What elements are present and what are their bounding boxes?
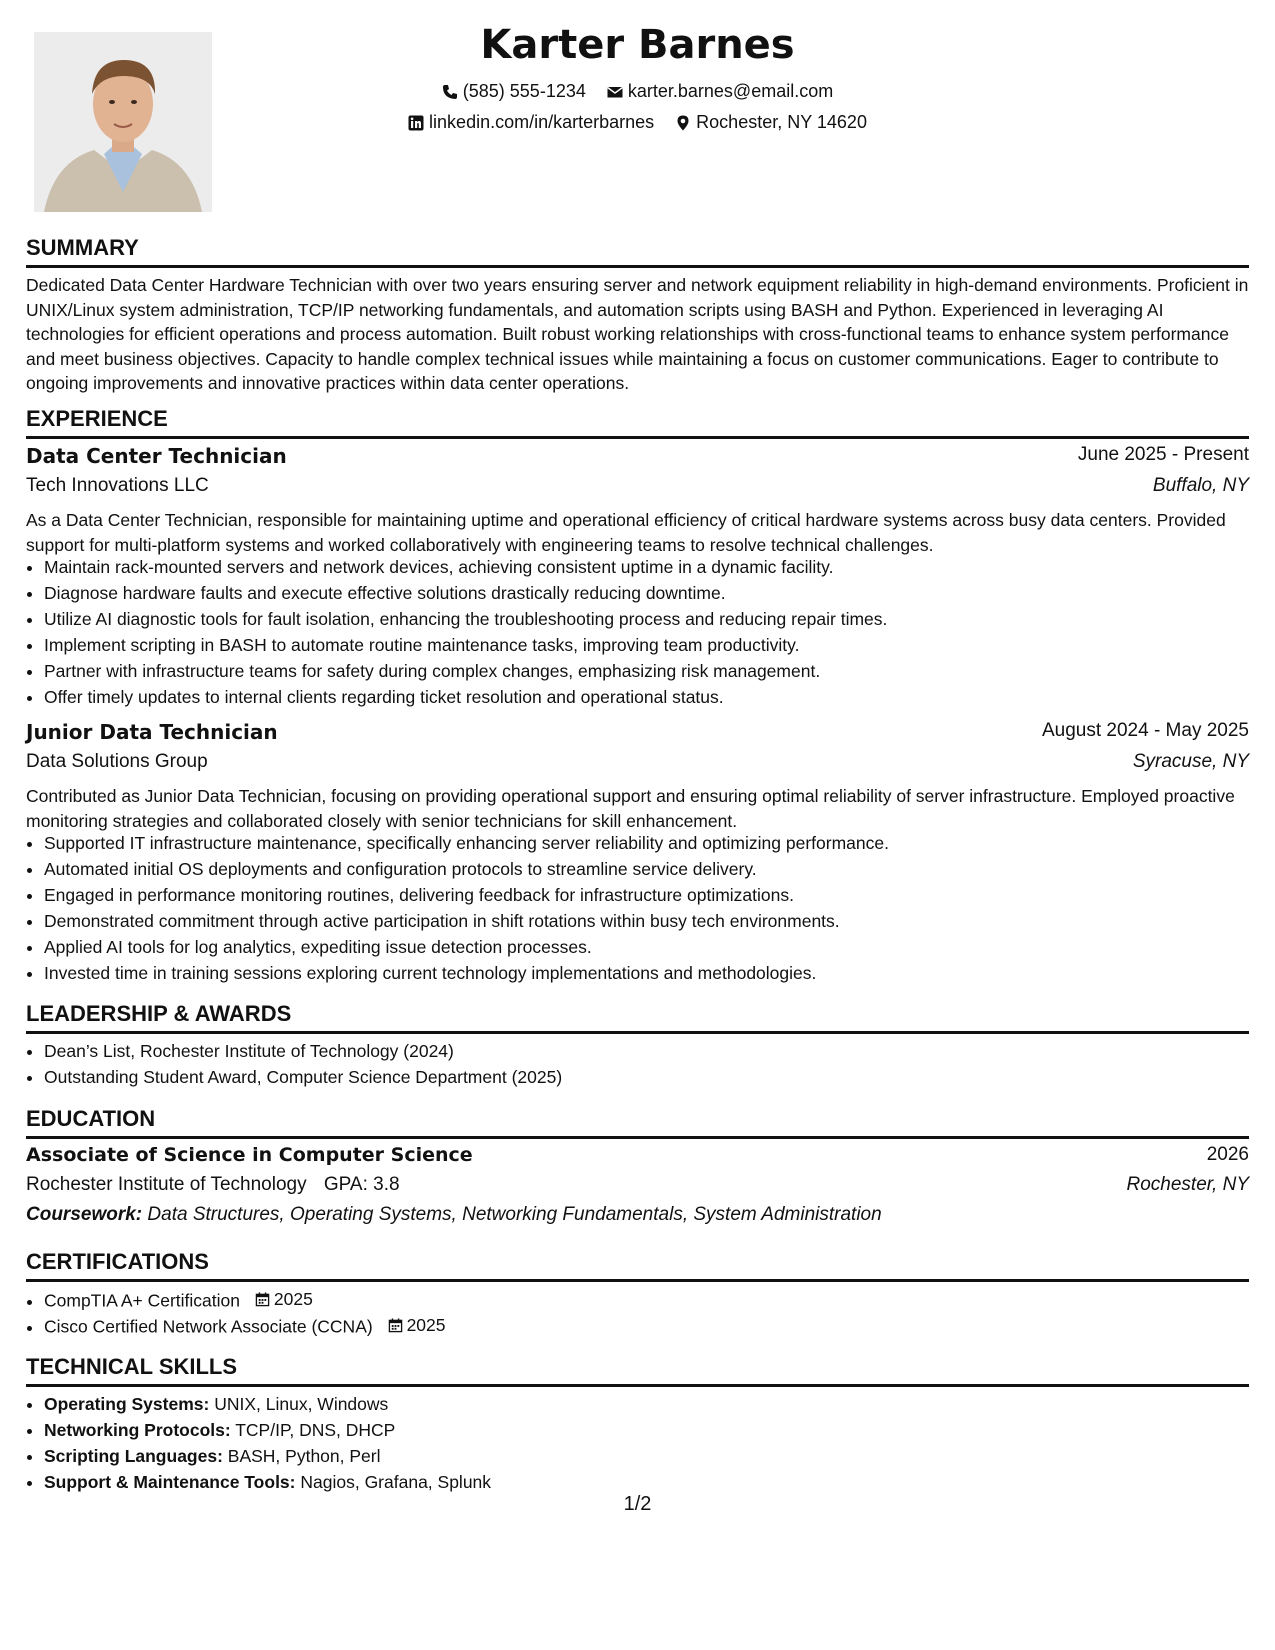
list-item: [44, 1391, 1267, 1417]
school-name: Rochester Institute of Technology: [26, 1174, 307, 1195]
job-2-bullets: [26, 830, 1267, 986]
graduation-year: 2026: [1206, 1144, 1249, 1165]
location-text: Rochester, NY 14620: [696, 112, 867, 132]
skills-heading: TECHNICAL SKILLS: [26, 1354, 1249, 1387]
job-2-company-row: [26, 751, 1249, 777]
gpa: GPA: 3.8: [323, 1174, 400, 1195]
email-text: karter.barnes@email.com: [627, 81, 834, 101]
job-dates: August 2024 - May 2025: [1041, 720, 1249, 741]
cert-year: 2025: [273, 1289, 313, 1309]
cert-year: 2025: [406, 1315, 446, 1335]
list-item: • Invested time in training sessions exploring current technology implementations and methodologies.: [44, 960, 1267, 986]
degree-title: Associate of Science in Computer Science: [26, 1144, 473, 1166]
cert-date: [255, 1286, 313, 1312]
calendar-icon: [255, 1292, 270, 1307]
coursework-line: [26, 1204, 882, 1226]
job-title: Junior Data Technician: [26, 720, 278, 744]
list-item: • Utilize AI diagnostic tools for fault isolation, enhancing the troubleshooting process and reducing repair times.: [44, 606, 1267, 632]
skill-label: Operating Systems:: [44, 1394, 210, 1414]
certifications-list: [26, 1286, 1267, 1338]
list-item: • Engaged in performance monitoring routines, delivering feedback for infrastructure optimizations.: [44, 882, 1267, 908]
job-1-bullets: [26, 554, 1267, 710]
school-line: [26, 1174, 400, 1196]
skills-list: [26, 1391, 1267, 1495]
list-item: • Partner with infrastructure teams for safety during complex changes, emphasizing risk management.: [44, 658, 1267, 684]
resume-page: [26, 0, 1249, 1650]
contact-line-1: [26, 81, 1249, 105]
education-degree-row: [26, 1144, 1249, 1170]
awards-heading: LEADERSHIP & AWARDS: [26, 1001, 1249, 1034]
list-item: [44, 1286, 1267, 1312]
list-item: [44, 1443, 1267, 1469]
list-item: • Offer timely updates to internal clients regarding ticket resolution and operational status.: [44, 684, 1267, 710]
coursework-label: Coursework:: [26, 1204, 143, 1225]
certifications-heading: CERTIFICATIONS: [26, 1249, 1249, 1282]
list-item: • Dean’s List, Rochester Institute of Technology (2024): [44, 1038, 1267, 1064]
phone-icon: [442, 84, 458, 100]
linkedin-contact[interactable]: [408, 112, 654, 133]
job-company: Data Solutions Group: [26, 751, 208, 772]
list-item: [44, 1312, 1267, 1338]
skill-label: Support & Maintenance Tools:: [44, 1472, 296, 1492]
skill-value: UNIX, Linux, Windows: [214, 1394, 389, 1414]
job-1-header: [26, 444, 1249, 470]
list-item: • Diagnose hardware faults and execute effective solutions drastically reducing downtime.: [44, 580, 1267, 606]
school-location: Rochester, NY: [1126, 1174, 1249, 1195]
list-item: • Outstanding Student Award, Computer Science Department (2025): [44, 1064, 1267, 1090]
list-item: • Implement scripting in BASH to automate routine maintenance tasks, improving team productivity.: [44, 632, 1267, 658]
phone-contact[interactable]: [442, 81, 586, 102]
awards-list: [26, 1038, 1267, 1090]
job-dates: June 2025 - Present: [1077, 444, 1249, 465]
list-item: [44, 1469, 1267, 1495]
job-location: Buffalo, NY: [1152, 475, 1249, 496]
skill-value: BASH, Python, Perl: [227, 1446, 381, 1466]
page-number: 1/2: [623, 1493, 652, 1515]
skill-value: TCP/IP, DNS, DHCP: [235, 1420, 396, 1440]
linkedin-text: linkedin.com/in/karterbarnes: [429, 112, 655, 132]
map-pin-icon: [675, 115, 691, 131]
education-school-row: [26, 1174, 1249, 1200]
list-item: • Applied AI tools for log analytics, expediting issue detection processes.: [44, 934, 1267, 960]
email-contact[interactable]: [607, 81, 833, 102]
linkedin-icon: [408, 115, 424, 131]
list-item: [44, 1417, 1267, 1443]
cert-date: [388, 1312, 446, 1338]
skill-label: Networking Protocols:: [44, 1420, 231, 1440]
experience-heading: EXPERIENCE: [26, 406, 1249, 439]
summary-heading: SUMMARY: [26, 235, 1249, 268]
cert-name: Cisco Certified Network Associate (CCNA): [44, 1316, 373, 1337]
job-1-company-row: [26, 475, 1249, 501]
education-heading: EDUCATION: [26, 1106, 1249, 1139]
envelope-icon: [607, 84, 623, 100]
job-2-header: [26, 720, 1249, 746]
location-contact: [675, 112, 867, 133]
skill-label: Scripting Languages:: [44, 1446, 223, 1466]
summary-text: Dedicated Data Center Hardware Technician with over two years ensuring server and network equipment reliability in high-demand environments. Proficient in UNIX/Linux system administration, TCP/IP networking fundamentals, and automation scripts using BASH and Python. Experienced in leveraging AI technologies for efficient operations and process automation. Built robust working relationships with cross-functional teams to enhance system performance and meet business objectives. Capacity to handle complex technical issues while maintaining a focus on customer communications. Eager to contribute to ongoing improvements and innovative practices within data center operations.: [26, 275, 1249, 393]
job-title: Data Center Technician: [26, 444, 287, 468]
job-location: Syracuse, NY: [1132, 751, 1249, 772]
contact-line-2: [26, 112, 1249, 136]
list-item: • Automated initial OS deployments and configuration protocols to streamline service delivery.: [44, 856, 1267, 882]
calendar-icon: [388, 1318, 403, 1333]
list-item: • Demonstrated commitment through active participation in shift rotations within busy tech environments.: [44, 908, 1267, 934]
job-company: Tech Innovations LLC: [26, 475, 209, 496]
list-item: • Supported IT infrastructure maintenance, specifically enhancing server reliability and optimizing performance.: [44, 830, 1267, 856]
skill-value: Nagios, Grafana, Splunk: [300, 1472, 492, 1492]
coursework-list: Data Structures, Operating Systems, Networking Fundamentals, System Administration: [147, 1204, 882, 1225]
job-2-description: Contributed as Junior Data Technician, focusing on providing operational support and ensuring optimal reliability of server infrastructure. Employed proactive monitoring strategies and collaborated closely with senior technicians for skill enhancement.: [26, 786, 1235, 831]
cert-name: CompTIA A+ Certification: [44, 1290, 240, 1311]
list-item: • Maintain rack-mounted servers and network devices, achieving consistent uptime in a dynamic facility.: [44, 554, 1267, 580]
candidate-name: Karter Barnes: [480, 22, 795, 68]
phone-text: (585) 555-1234: [462, 81, 586, 101]
job-1-description: As a Data Center Technician, responsible for maintaining uptime and operational efficiency of critical hardware systems across busy data centers. Provided support for multi-platform systems and worked collaboratively with engineering teams to resolve technical challenges.: [26, 510, 1226, 555]
